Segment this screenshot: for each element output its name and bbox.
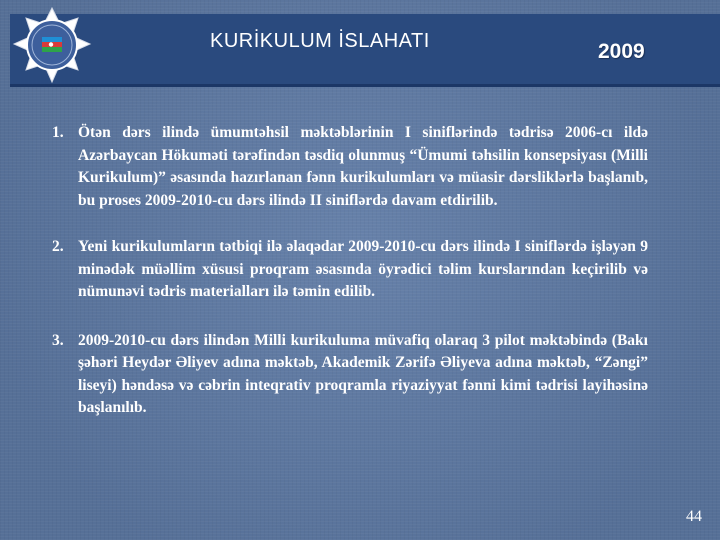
list-item-text: Ötən dərs ilində ümumtəhsil məktəblərinin I siniflərində tədrisə 2006-cı ildə Azərbaycan Hökuməti tərəfindən təsdiq olunmuş “Ümumi təhsilin konsepsiyası (Milli Kurikulum)” əsasında hazırlanan fənn kurikulumları və müasir dərsliklərlə başlanıb, bu proses 2009-2010-cu dərs ilində II siniflərdə davam etdirilib. xyxy=(78,124,648,209)
list-item-number: 1. xyxy=(52,124,64,141)
header-divider xyxy=(10,84,720,87)
list-item-1 xyxy=(48,122,648,212)
slide-title: KURİKULUM İSLAHATI xyxy=(210,30,430,52)
list-item-text: Yeni kurikulumların tətbiqi ilə əlaqədar 2009-2010-cu dərs ilində I siniflərdə işləyən 9 minədək müəllim xüsusi proqram əsasında öyrədici təlim kurslarından keçirilib və nümunəvi tədris materialları ilə təmin edilib. xyxy=(78,238,648,300)
list-item-3 xyxy=(48,330,648,420)
numbered-list xyxy=(48,122,648,420)
ministry-emblem-icon xyxy=(8,4,96,88)
list-item-number: 3. xyxy=(52,331,64,349)
slide-year: 2009 xyxy=(598,40,645,63)
list-item-2 xyxy=(48,236,648,304)
list-item-number: 2. xyxy=(52,238,64,255)
list-item-text: 2009-2010-cu dərs ilindən Milli kurikuluma müvafiq olaraq 3 pilot məktəbində (Bakı şəhəri Heydər Əliyev adına məktəb, Akademik Zərifə Əliyeva adına məktəb, “Zəngi” liseyi) həndəsə və cəbrin inteqrativ proqramla riyaziyyat fənni kimi tədrisi layihəsinə başlanılıb. xyxy=(78,331,648,416)
page-number: 44 xyxy=(686,508,702,525)
